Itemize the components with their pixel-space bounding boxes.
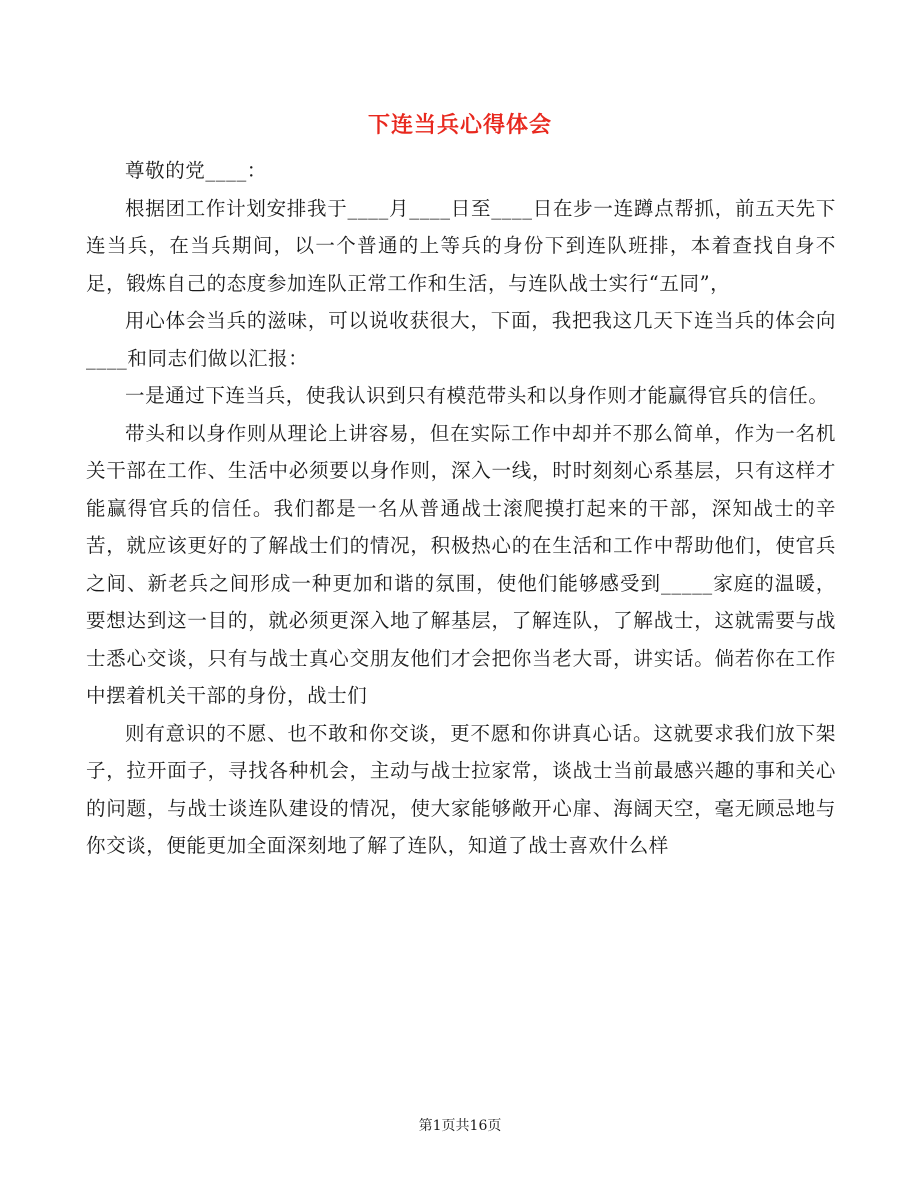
body-paragraph: 则有意识的不愿、也不敢和你交谈，更不愿和你讲真心话。这就要求我们放下架子，拉开面子，寻找各种机会，主动与战士拉家常，谈战士当前最感兴趣的事和关心的问题，与战士谈连队建设的情况，使大家能够敞开心扉、海阔天空，毫无顾忌地与你交谈，便能更加全面深刻地了解了连队，知道了战士喜欢什么样 <box>86 721 836 857</box>
body-paragraph: 一是通过下连当兵，使我认识到只有模范带头和以身作则才能赢得官兵的信任。 <box>125 384 829 407</box>
body-paragraph: 用心体会当兵的滋味，可以说收获很大，下面，我把我这几天下连当兵的体会向____和同志们做以汇报： <box>86 309 836 370</box>
document-body <box>86 152 836 865</box>
document-title: 下连当兵心得体会 <box>367 113 552 138</box>
body-paragraph: 根据团工作计划安排我于____月____日至____日在步一连蹲点帮抓，前五天先下连当兵，在当兵期间，以一个普通的上等兵的身份下到连队班排，本着查找自身不足，锻炼自己的态度参加连队正常工作和生活，与连队战士实行“五同”， <box>86 196 836 295</box>
page-number-footer: 第1页共16页 <box>418 1118 502 1134</box>
body-paragraph: 带头和以身作则从理论上讲容易，但在实际工作中却并不那么简单，作为一名机关干部在工作、生活中必须要以身作则，深入一线，时时刻刻心系基层，只有这样才能赢得官兵的信任。我们都是一名从普通战士滚爬摸打起来的干部，深知战士的辛苦，就应该更好的了解战士们的情况，积极热心的在生活和工作中帮助他们，使官兵之间、新老兵之间形成一种更加和谐的氛围，使他们能够感受到_____家庭的温暖，要想达到这一目的，就必须更深入地了解基层，了解连队，了解战士，这就需要与战士悉心交谈，只有与战士真心交朋友他们才会把你当老大哥，讲实话。倘若你在工作中摆着机关干部的身份，战士们 <box>86 421 836 707</box>
salutation-paragraph: 尊敬的党____： <box>125 159 267 182</box>
